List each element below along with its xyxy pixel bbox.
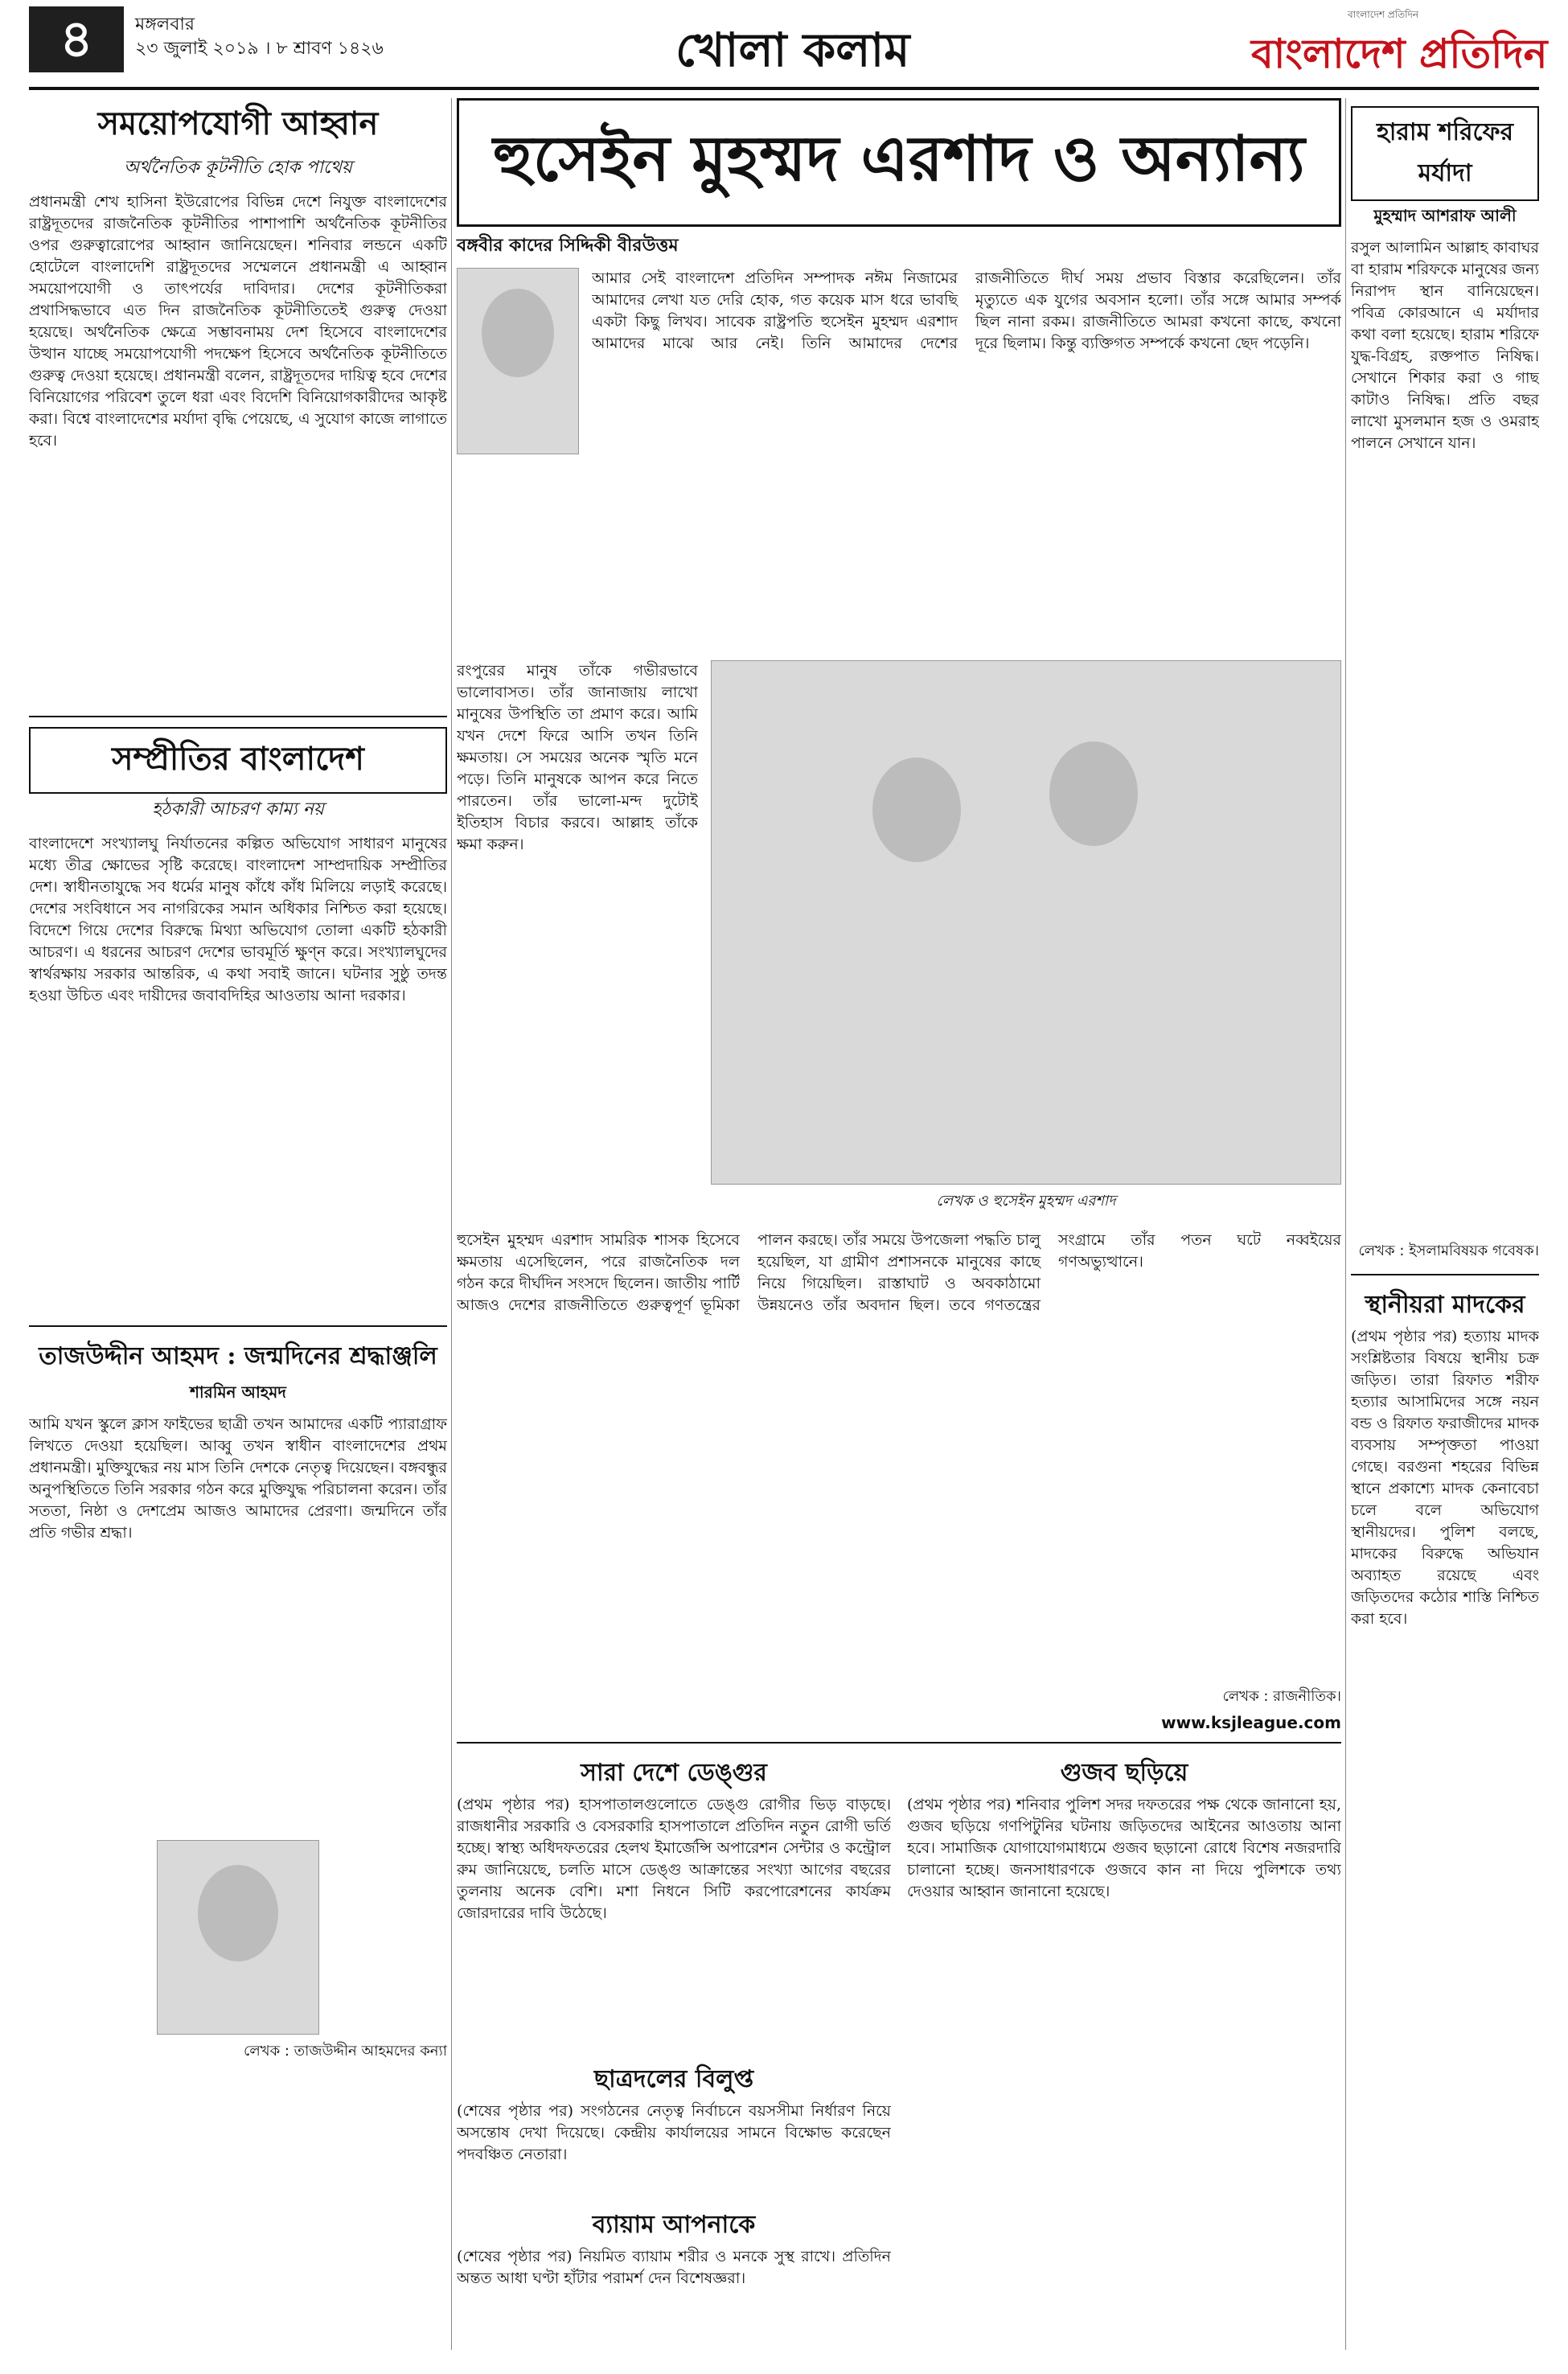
- bottom-right: [907, 1753, 1341, 2310]
- author-photo: [457, 268, 579, 454]
- photo-block: [711, 660, 1341, 1223]
- story-chhatradal-body: (শেষের পৃষ্ঠার পর) সংগঠনের নেতৃত্ব নির্বাচনে বয়সসীমা নির্ধারণ নিয়ে অসন্তোষ দেখা দিয়েছে। কেন্দ্রীয় কার্যালয়ের সামনে বিক্ষোভ করেছেন পদবঞ্চিত নেতারা।: [457, 2102, 891, 2163]
- main-body-2: রংপুরের মানুষ তাঁকে গভীরভাবে ভালোবাসত। তাঁর জানাজায় লাখো মানুষের উপস্থিতি তা প্রমাণ করে। আমি যখন দেশে ফিরে আসি তখন তিনি ক্ষমতায়। সে সময়ের অনেক স্মৃতি মনে পড়ে। তিনি মানুষকে আপন করে নিতে পারতেন। তাঁর ভালো-মন্দ দুটোই ইতিহাস বিচার করবে। আল্লাহ তাঁকে ক্ষমা করুন।: [457, 662, 698, 853]
- bottom-left: [457, 1753, 891, 2310]
- story-dengue-title: সারা দেশে ডেঙ্গুর: [581, 1759, 767, 1787]
- story-rumor-body: (প্রথম পৃষ্ঠার পর) শনিবার পুলিশ সদর দফতরের পক্ষ থেকে জানানো হয়, গুজব ছড়িয়ে গণপিটুনির ঘটনায় জড়িতদের আইনের আওতায় আনা হবে। সামাজিক যোগাযোগমাধ্যমে গুজব ছড়ানো রোধে বিশেষ নজরদারি চালানো হচ্ছে। জনসাধারণকে গুজবে কান না দিয়ে পুলিশকে তথ্য দেওয়ার আহ্বান জানানো হয়েছে।: [907, 1796, 1341, 1900]
- middle-column: [457, 98, 1341, 2310]
- date: ২৩ জুলাই ২০১৯ । ৮ শ্রাবণ ১৪২৬: [135, 39, 384, 59]
- column-divider: [451, 98, 452, 2350]
- tribute-note: লেখক : তাজউদ্দীন আহমদের কন্যা: [244, 2043, 447, 2060]
- portrait-icon: [482, 289, 554, 377]
- story-chhatradal-title: ছাত্রদলের বিলুপ্ত: [593, 2065, 754, 2093]
- divider: [457, 1742, 1341, 1744]
- story-dengue-body: (প্রথম পৃষ্ঠার পর) হাসপাতালগুলোতে ডেঙ্গু রোগীর ভিড় বাড়ছে। রাজধানীর সরকারি ও বেসরকারি হাসপাতালে প্রতিদিন নতুন রোগী ভর্তি হচ্ছে। স্বাস্থ্য অধিদফতরের হেলথ ইমার্জেন্সি অপারেশন সেন্টার ও কন্ট্রোল রুম জানিয়েছে, চলতি মাসে ডেঙ্গু আক্রান্তের সংখ্যা আগের বছরের তুলনায় অনেক বেশি। মশা নিধনে সিটি করপোরেশনের কার্যক্রম জোরদারের দাবি উঠেছে।: [457, 1796, 891, 1922]
- drug-story-title: স্থানীয়রা মাদকের: [1365, 1291, 1525, 1319]
- religion-header: [1351, 106, 1539, 201]
- page-header: [0, 0, 1568, 88]
- website-link[interactable]: www.ksjleague.com: [1161, 1713, 1341, 1732]
- editorial-body: প্রধানমন্ত্রী শেখ হাসিনা ইউরোপের বিভিন্ন দেশে নিযুক্ত বাংলাদেশের রাষ্ট্রদূতদের রাজনৈতিক কূটনীতির পাশাপাশি অর্থনৈতিক কূটনীতির ওপর গুরুত্বারোপের আহ্বান জানিয়েছেন। শনিবার লন্ডনে একটি হোটেলে বাংলাদেশি রাষ্ট্রদূতদের সম্মেলনে প্রধানমন্ত্রী এ আহ্বান সময়োপযোগী ও তাৎপর্যের দাবিদার। দেশের কূটনীতিকরা প্রথাসিদ্ধভাবে এত দিন রাজনৈতিক কূটনীতিতেই গুরুত্ব দেওয়া হয়েছে। অর্থনৈতিক ক্ষেত্রে সম্ভাবনাময় দেশ হিসেবে বাংলাদেশের উত্থান যাচ্ছে সময়োপযোগী পদক্ষেপ হিসেবে অর্থনৈতিক কূটনীতিতে গুরুত্ব দেওয়া হয়েছে। প্রধানমন্ত্রী বলেন, রাষ্ট্রদূতদের দায়িত্ব হবে দেশের বিনিয়োগের পরিবেশ তুলে ধরা এবং বিদেশি বিনিয়োগকারীদের আকৃষ্ট করা। বিশ্বে বাংলাদেশের মর্যাদা বৃদ্ধি পেয়েছে, এ সুযোগ কাজে লাগাতে হবে।: [29, 193, 447, 450]
- editorial-title: সময়োপযোগী আহ্বান: [97, 105, 379, 142]
- religion-author: মুহম্মাদ আশরাফ আলী: [1373, 206, 1517, 225]
- portrait-icon: [198, 1865, 278, 1961]
- tribute-body: আমি যখন স্কুলে ক্লাস ফাইভের ছাত্রী তখন আমাদের একটি প্যারাগ্রাফ লিখতে দেওয়া হয়েছিল। আব্বু তখন স্বাধীন বাংলাদেশের প্রথম প্রধানমন্ত্রী। মুক্তিযুদ্ধের নয় মাস তিনি দেশকে নেতৃত্ব দিয়েছেন। বঙ্গবন্ধুর অনুপস্থিতিতে তিনি সরকার গঠন করে মুক্তিযুদ্ধ পরিচালনা করেন। তাঁর সততা, নিষ্ঠা ও দেশপ্রেম আজও আমাদের প্রেরণা। জন্মদিনে তাঁর প্রতি গভীর শ্রদ্ধা।: [29, 1415, 447, 1542]
- left-column: [29, 98, 447, 2064]
- photo-caption: লেখক ও হুসেইন মুহম্মদ এরশাদ: [936, 1193, 1116, 1210]
- main-article-top: [457, 268, 1341, 654]
- main-author-note: লেখক : রাজনীতিক।: [1222, 1688, 1341, 1705]
- weekday: মঙ্গলবার: [135, 14, 195, 35]
- section-title: খোলা কলাম: [675, 23, 910, 77]
- header-rule: [29, 87, 1539, 90]
- divider: [1351, 1274, 1539, 1275]
- editorial2-subtitle: হঠকারী আচরণ কাম্য নয়: [152, 799, 324, 819]
- editorial2-body: বাংলাদেশে সংখ্যালঘু নির্যাতনের কল্পিত অভিযোগ সাধারণ মানুষের মধ্যে তীব্র ক্ষোভের সৃষ্টি করেছে। বাংলাদেশ সাম্প্রদায়িক সম্প্রীতির দেশ। স্বাধীনতাযুদ্ধে সব ধর্মের মানুষ কাঁধে কাঁধ মিলিয়ে লড়াই করেছে। দেশের সংবিধানে সব নাগরিকের সমান অধিকার নিশ্চিত করা হয়েছে। বিদেশে গিয়ে দেশের বিরুদ্ধে মিথ্যা অভিযোগ তোলা একটি হঠকারী আচরণ। এ ধরনের আচরণ দেশের ভাবমূর্তি ক্ষুণ্ন করে। সংখ্যালঘুদের স্বার্থরক্ষায় সরকার আন্তরিক, এ কথা সবাই জানে। ঘটনার সুষ্ঠু তদন্ত হওয়া উচিত এবং দায়ীদের জবাবদিহির আওতায় আনা দরকার।: [29, 835, 447, 1004]
- tribute-title: তাজউদ্দীন আহমদ : জন্মদিনের শ্রদ্ধাঞ্জলি: [39, 1342, 437, 1370]
- column-divider: [1345, 98, 1346, 2350]
- main-body-3: হুসেইন মুহম্মদ এরশাদ সামরিক শাসক হিসেবে ক্ষমতায় এসেছিলেন, পরে রাজনৈতিক দল গঠন করে দীর্ঘদিন সংসদে ছিলেন। জাতীয় পার্টি আজও দেশের রাজনীতিতে গুরুত্বপূর্ণ ভূমিকা পালন করছে। তাঁর সময়ে উপজেলা পদ্ধতি চালু হয়েছিল, যা গ্রামীণ প্রশাসনকে মানুষের কাছে নিয়ে গিয়েছিল। রাস্তাঘাট ও অবকাঠামো উন্নয়নেও তাঁর অবদান ছিল। তবে গণতন্ত্রের সংগ্রামে তাঁর পতন ঘটে নব্বইয়ের গণঅভ্যুত্থানে।: [457, 1231, 1341, 1314]
- bottom-stories: [457, 1753, 1341, 2310]
- divider: [29, 716, 447, 717]
- divider: [29, 1325, 447, 1327]
- right-column: [1351, 98, 1539, 2291]
- story-exercise-body: (শেষের পৃষ্ঠার পর) নিয়মিত ব্যায়াম শরীর ও মনকে সুস্থ রাখে। প্রতিদিন অন্তত আধা ঘণ্টা হাঁটার পরামর্শ দেন বিশেষজ্ঞরা।: [457, 2248, 891, 2287]
- person-icon: [872, 758, 961, 862]
- religion-body: রসুল আলামিন আল্লাহ কাবাঘর বা হারাম শরিফকে মানুষের জন্য নিরাপদ স্থান বানিয়েছেন। পবিত্র কোরআনে এ মর্যাদার কথা বলা হয়েছে। হারাম শরিফে যুদ্ধ-বিগ্রহ, রক্তপাত নিষিদ্ধ। সেখানে শিকার করা ও গাছ কাটাও নিষিদ্ধ। প্রতি বছর লাখো মুসলমান হজ ও ওমরাহ পালনে সেখানে যান।: [1351, 239, 1539, 452]
- main-headline: হুসেইন মুহম্মদ এরশাদ ও অন্যান্য: [457, 98, 1341, 227]
- brand-logo: [1251, 8, 1549, 77]
- editorial2-title: সম্প্রীতির বাংলাদেশ: [112, 740, 364, 778]
- main-photo: [711, 660, 1341, 1185]
- story-rumor-title: গুজব ছড়িয়ে: [1060, 1759, 1188, 1787]
- story-exercise-title: ব্যায়াম আপনাকে: [592, 2211, 756, 2239]
- drug-story-body: (প্রথম পৃষ্ঠার পর) হত্যায় মাদক সংশ্লিষ্টতার বিষয়ে স্থানীয় চক্র জড়িত। তারা রিফাত শরীফ হত্যার আসামিদের সঙ্গে নয়ন বন্ড ও রিফাত ফরাজীদের মাদক ব্যবসায় সম্পৃক্ততা পাওয়া গেছে। বরগুনা শহরের বিভিন্ন স্থানে প্রকাশ্যে মাদক কেনাবেচা চলে বলে অভিযোগ স্থানীয়দের। পুলিশ বলছে, মাদকের বিরুদ্ধে অভিযান অব্যাহত রয়েছে এবং জড়িতদের কঠোর শাস্তি নিশ্চিত করা হবে।: [1351, 1328, 1539, 1628]
- editorial-subtitle: অর্থনৈতিক কূটনীতি হোক পাথেয়: [123, 158, 353, 178]
- tribute-photo: [157, 1840, 319, 2035]
- dateline: [135, 13, 384, 61]
- main-body-1: আমার সেই বাংলাদেশ প্রতিদিন সম্পাদক নঈম নিজামের আমাদের লেখা যত দেরি হোক, গত কয়েক মাস ধরে ভাবছি একটা কিছু লিখব। সাবেক রাষ্ট্রপতি হুসেইন মুহম্মদ এরশাদ আমাদের মাঝে আর নেই। তিনি আমাদের দেশের রাজনীতিতে দীর্ঘ সময় প্রভাব বিস্তার করেছিলেন। তাঁর মৃত্যুতে এক যুগের অবসান হলো। তাঁর সঙ্গে আমার সম্পর্ক ছিল নানা রকম। রাজনীতিতে আমরা কখনো কাছে, কখনো দূরে ছিলাম। কিন্তু ব্যক্তিগত সম্পর্কে কখনো ছেদ পড়েনি।: [592, 269, 1341, 352]
- brand-tagline: বাংলাদেশ প্রতিদিন: [1348, 9, 1419, 20]
- page-number: ৪: [29, 6, 124, 72]
- religion-note: লেখক : ইসলামবিষয়ক গবেষক।: [1358, 1242, 1539, 1259]
- person-icon: [1049, 741, 1138, 846]
- tribute-author: শারমিন আহমদ: [190, 1382, 286, 1402]
- main-byline: বঙ্গবীর কাদের সিদ্দিকী বীরউত্তম: [457, 236, 679, 256]
- main-article-mid: [457, 660, 1341, 1223]
- editorial2-header: [29, 727, 447, 794]
- religion-title: হারাম শরিফের মর্যাদা: [1376, 118, 1514, 187]
- brand-name: বাংলাদেশ প্রতিদিন: [1251, 30, 1548, 77]
